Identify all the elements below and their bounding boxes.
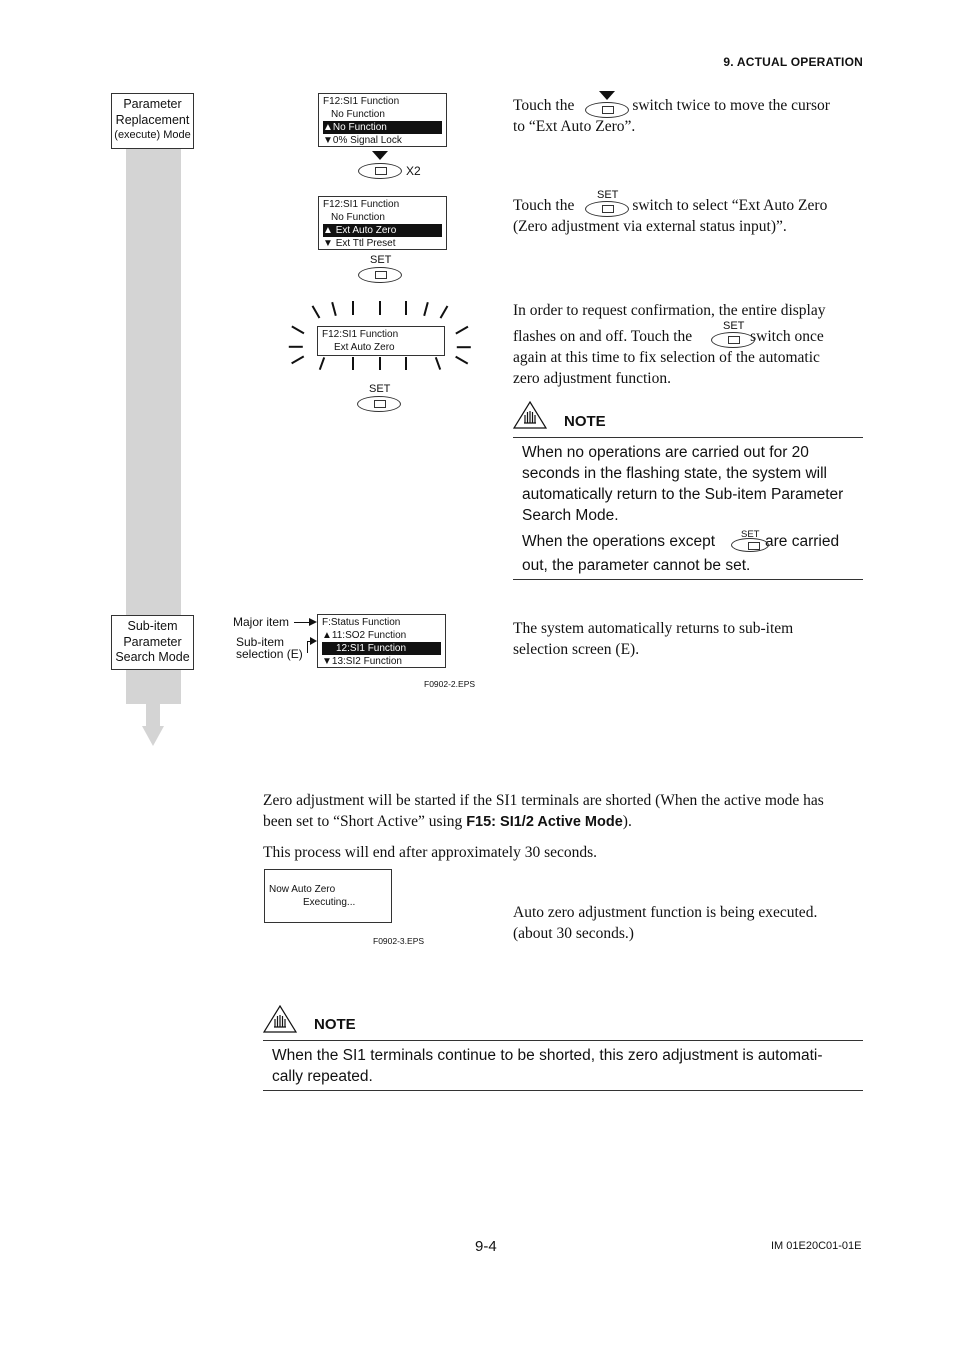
body-para2: This process will end after approximately 30 seconds.	[263, 844, 598, 861]
label-subitem: Sub-item	[236, 635, 285, 649]
body-para1: Zero adjustment will be started if the SI1 terminals are shorted (When the active mode has been set to “Short Active” using F15: SI1/2 Active Mode).	[263, 792, 824, 830]
down-key-button[interactable]	[585, 102, 629, 118]
label-selection-e: selection (E)	[236, 647, 303, 661]
lcd-row: ▼13:SI2 Function	[322, 656, 402, 667]
set-key-button[interactable]	[357, 396, 401, 412]
lcd-row-selected: 12:SI1 Function	[322, 642, 441, 655]
note2-title: NOTE	[314, 1016, 356, 1033]
note1-title: NOTE	[564, 413, 606, 430]
lcd-row-selected: ▲ Ext Auto Zero	[323, 224, 442, 237]
lcd-screen-1	[318, 93, 447, 147]
down-triangle-icon: ▼	[323, 238, 333, 249]
lcd-row: No Function	[331, 109, 385, 120]
up-triangle-icon: ▲	[323, 225, 333, 236]
up-triangle-icon: ▲	[323, 122, 333, 133]
set-key-label: SET	[597, 189, 619, 201]
lcd-screen-4	[317, 614, 446, 668]
mode-line: Parameter	[123, 634, 182, 649]
note1-bottom-rule	[513, 579, 863, 580]
step2-text: Touch the switch to select “Ext Auto Zero (Zero adjustment via external status input)”.	[513, 197, 828, 235]
up-triangle-icon: ▲	[322, 630, 332, 641]
arrow-head-icon	[310, 637, 317, 645]
set-key-label: SET	[369, 383, 391, 395]
step4-text: The system automatically returns to sub-item selection screen (E).	[513, 620, 794, 658]
step3-text: In order to request confirmation, the entire display flashes on and off. Touch the switch once again at this time to fix selection of the automatic zero adjustment function.	[513, 302, 826, 387]
section-header: 9. ACTUAL OPERATION	[723, 55, 863, 69]
lcd-row: F12:SI1 Function	[323, 199, 400, 210]
figure-id: F0902-2.EPS	[424, 679, 476, 689]
page-number: 9-4	[475, 1238, 497, 1255]
arrow-sub-line	[307, 641, 308, 653]
set-key-label: SET	[723, 320, 745, 332]
mode-line: Replacement	[115, 112, 190, 127]
set-key-label: SET	[370, 254, 392, 266]
mode-line: Sub-item	[127, 619, 178, 633]
note2-body: When the SI1 terminals continue to be shorted, this zero adjustment is automati- cally repeated.	[272, 1047, 823, 1085]
lcd-row: F12:SI1 Function	[322, 329, 399, 340]
lcd-row-selected: ▲No Function	[323, 121, 442, 134]
lcd-screen-2	[318, 196, 447, 250]
note1-body: When no operations are carried out for 20 seconds in the flashing state, the system will automatically return to the Sub-item Parameter Search Mode. When the operations except are carried out, the parameter cannot be set.	[522, 444, 844, 574]
step1-text: Touch the switch twice to move the cursor to “Ext Auto Zero”.	[513, 97, 830, 135]
lcd-screen-5	[264, 869, 392, 923]
key-repeat-label: X2	[406, 164, 421, 178]
lcd-row: F12:SI1 Function	[323, 96, 400, 107]
set-key-label: SET	[741, 529, 760, 540]
lcd-row: Ext Auto Zero	[334, 342, 395, 353]
lcd-row: F:Status Function	[322, 617, 401, 628]
flow-arrow-head	[142, 726, 164, 746]
mode-line: (execute) Mode	[114, 129, 191, 141]
mode-box-subitem-search	[111, 615, 194, 670]
note2-top-rule	[263, 1040, 863, 1041]
lcd-row: Now Auto Zero	[269, 884, 336, 895]
set-key-button[interactable]	[358, 267, 402, 283]
arrow-head-icon	[309, 618, 317, 626]
mode-box-parameter-replacement	[111, 93, 194, 149]
figure-id: F0902-3.EPS	[373, 936, 425, 946]
lcd-row: ▼0% Signal Lock	[323, 135, 402, 146]
caution-hand-icon	[513, 401, 547, 429]
note1-top-rule	[513, 437, 863, 438]
exec-text: Auto zero adjustment function is being executed. (about 30 seconds.)	[513, 904, 818, 942]
down-arrow-icon	[599, 91, 615, 100]
lcd-row: No Function	[331, 212, 385, 223]
set-key-button[interactable]	[585, 201, 629, 217]
set-key-button[interactable]	[711, 332, 755, 348]
set-key-button[interactable]	[731, 538, 769, 552]
down-arrow-icon	[372, 151, 388, 160]
lcd-row: Executing...	[303, 897, 356, 908]
flow-arrow-shaft	[146, 704, 160, 726]
lcd-screen-3	[317, 326, 445, 356]
document-id: IM 01E20C01-01E	[771, 1240, 862, 1252]
caution-hand-icon	[263, 1005, 297, 1033]
down-triangle-icon: ▼	[322, 656, 332, 667]
label-major-item: Major item	[233, 615, 290, 629]
down-triangle-icon: ▼	[323, 135, 333, 146]
lcd-row: ▼ Ext Ttl Preset	[323, 238, 396, 249]
lcd-row: ▲11:SO2 Function	[322, 630, 407, 641]
note2-bottom-rule	[263, 1090, 863, 1091]
mode-line: Parameter	[123, 97, 182, 111]
mode-line: Search Mode	[115, 650, 190, 664]
down-key-button[interactable]	[358, 163, 402, 179]
